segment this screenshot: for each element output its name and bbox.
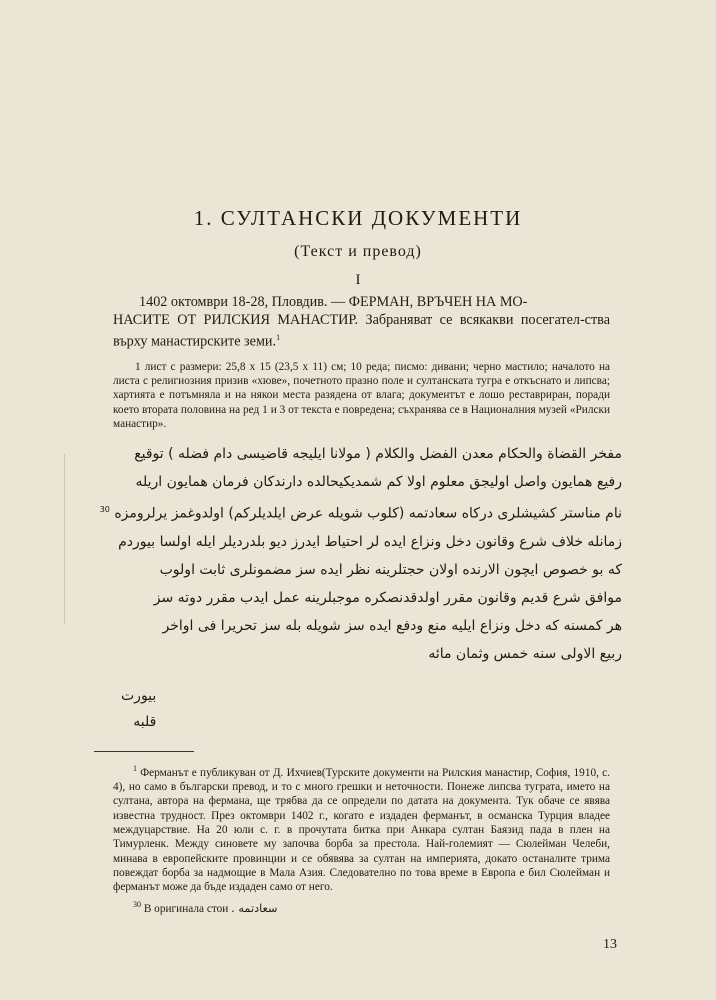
footnote-1-ref: 1 bbox=[133, 764, 137, 773]
footnote-30-ref: 30 bbox=[133, 900, 141, 910]
arabic-footnote-ref: 30 bbox=[99, 505, 110, 514]
section-title: 1. СУЛТАНСКИ ДОКУМЕНТИ bbox=[193, 206, 523, 230]
document-description bbox=[113, 360, 610, 431]
description-text: 1 лист с размери: 25,8 х 15 (23,5 х 11) см; 10 реда; писмо: дивани; черно мастило; началото на листа с религиозния призив «хюве», почетното празно поле и султанската тугра е откъснато и липсва; хартията е потъмняла и на някои места разядена от влага; документът е лошо реставриран, поради което втората половина на ред 1 и 3 от текста е повредена; съхранява се в Националния музей «Рилски манастир». bbox=[113, 361, 610, 430]
arabic-line: ربیع الاولی سنه خمس وثمان مائه bbox=[428, 645, 622, 662]
footnote-30: $^{30}$ В оригинала стои سعادتمه . bbox=[133, 900, 278, 916]
subtitle: (Текст и превод) bbox=[294, 243, 422, 260]
page-number: 13 bbox=[603, 937, 617, 952]
arabic-text-block bbox=[92, 440, 622, 668]
arabic-line: رفیع همایون واصل اولیجق معلوم اولا كم شمدیكیحالده دارندكان فرمان همایون اریله bbox=[135, 474, 622, 490]
arabic-line: زمانله خلاف شرع وقانون دخل ونزاع ایده لر احتیاط ایدرز دیو بلدردیلر ایله اولسا بیوردم bbox=[118, 533, 622, 550]
arabic-line: نام مناستر كشیشلری دركاه سعادتمه (كلوب شویله عرض ایلدیلركم) اولدوغمز یرلرومزه $^{30}$ bbox=[99, 505, 622, 522]
arabic-line: مفخر القضاة والحكام معدن الفضل والكلام ( مولانا ايلیجه قاضیسی دام فضله ) توقیع bbox=[134, 446, 622, 462]
document-numeral: I bbox=[355, 272, 361, 288]
arabic-line: موافق شرع قدیم وقانون مقرر اولدقدنصكره موجبلرینه عمل ایدب مقرر دوته سز bbox=[153, 589, 622, 606]
arabic-line: هر كمسنه كه دخل ونزاع ایلیه منع ودفع ایده سز شویله بله سز تحریرا فی اواخر bbox=[162, 617, 622, 634]
heading-line1: 1402 октомври 18-28, Пловдив. — ФЕРМАН, ВРЪЧЕН НА МО- bbox=[139, 294, 528, 310]
document-heading bbox=[113, 293, 610, 351]
heading-footnote-ref: 1 bbox=[276, 333, 281, 342]
footnote-divider bbox=[94, 751, 194, 752]
arabic-line: كه بو خصوص ایچون الارنده اولان حجتلرینه نظر ایده سز مضمونلری ثابت اولوب bbox=[159, 561, 622, 578]
footnote-30-arabic: سعادتمه . bbox=[231, 902, 278, 916]
closing-word: بیورت bbox=[121, 688, 157, 704]
heading-rest: НАСИТЕ ОТ РИЛСКИЯ МАНАСТИР. Забраняват се всякакви посегател-ства върху манастирските земи. bbox=[113, 312, 610, 350]
closing-word: قلبه bbox=[133, 714, 157, 730]
footnotes bbox=[113, 762, 610, 917]
margin-pencil-mark bbox=[64, 454, 83, 624]
closing-words bbox=[121, 683, 156, 735]
footnote-1: $^1$ Ферманът е публикуван от Д. Ихчиев(Турските документи на Рилския манастир, София, 1910, с. 4), но само в български превод, и то с много грешки и неточности. Понеже липсва туграта, името на султана, автора на фермана, ще трябва да се определи по датата на документа. Тук обаче се явява известна трудност. През октомври 1402 г., когато е издаден ферманът, в османска Турция владее междуцарствие. На 20 юли с. г. в прочутата битка при Анкара султан Баязид пада в плен на Тимурленк. Между синовете му започва борба за престола. Най-големият — Сюлейман Челеби, минава в европейските провинции и се обявява за султан на империята, докато останалите трима повеждат борба за надмощие в Мала Азия. Следователно по това време в Европа е бил Сюлейман и ферманът може да бъде издаден само от него. bbox=[113, 764, 611, 894]
